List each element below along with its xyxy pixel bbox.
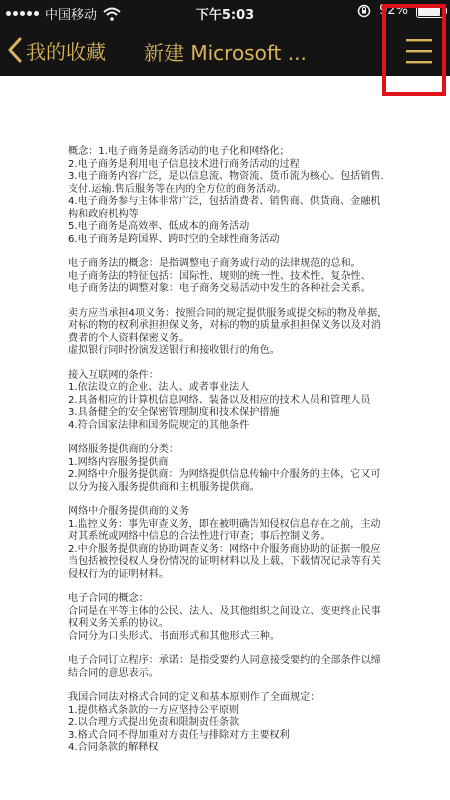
document-line: 3.电子商务内容广泛，是以信息流、物资流、货币流为核心。包括销售.支付.运输.售后服务等在内的全方位的商务活动。 [68,171,384,195]
document-line: 合同是在平等主体的公民、法人、及其他组织之间设立、变更终止民事权利义务关系的协议。 [68,605,381,629]
document-line: 电子合同订立程序：承诺：是指受要约人同意接受要约的全部条件以缔结合同的意思表示。 [68,655,381,679]
document-line: 4.电子商务参与主体非常广泛，包括消费者、销售商、供货商、金融机构和政府机构等 [68,196,381,220]
document-line: 1.提供格式条款的一方应坚持公平原则 [68,704,240,716]
document-line: 2.具备相应的计算机信息网络、装备以及相应的技术人员和管理人员 [68,394,371,406]
orientation-lock-icon [357,4,371,18]
document-line: 电子商务法的特征包括：国际性、规则的统一性、技术性、复杂性、 [68,270,371,282]
document-line: 虚拟银行同时扮演发送银行和接收银行的角色。 [68,345,280,356]
document-line: 2.电子商务是利用电子信息技术进行商务活动的过程 [68,158,300,170]
document-paragraph [68,655,388,680]
document-paragraph [68,593,388,643]
page-title: 新建 Microsoft ... [144,41,307,65]
carrier-label: 中国移动 [45,8,98,23]
document-line: 6.电子商务是跨国界、跨时空的全球性商务活动 [68,233,280,245]
document-content [68,146,388,767]
chevron-left-icon [6,37,24,63]
document-line: 1.依法设立的企业、法人、或者事业法人 [68,382,250,393]
document-line: 我国合同法对格式合同的定义和基本原则作了全面规定： [68,692,321,703]
document-line: 5.电子商务是高效率、低成本的商务活动 [68,221,250,232]
document-line: 合同分为口头形式、书面形式和其他形式三种。 [68,630,280,642]
document-line: 1.监控义务：事先审查义务，即在被明确告知侵权信息存在之前，主动对其系统或网络中信息的合法性进行审查；事后控制义务。 [68,518,381,542]
document-line: 2.网络中介服务提供商：为网络提供信息传输中介服务的主体，它又可以分为接入服务提供商和主机服务提供商。 [68,469,381,493]
document-paragraph [68,370,388,433]
document-line: 网络服务提供商的分类： [68,444,180,455]
document-line: 3.格式合同不得加重对方责任与排除对方主要权利 [68,729,290,741]
document-line: 4.符合国家法律和国务院规定的其他条件 [68,419,250,431]
battery-percent: 92% [379,3,408,18]
document-line: 电子商务法的调整对象：电子商务交易活动中发生的各种社会关系。 [68,283,371,294]
clock: 下午5:03 [195,8,255,23]
document-paragraph [68,692,388,755]
document-line: 电子合同的概念： [68,593,149,604]
document-paragraph [68,444,388,494]
document-paragraph [68,308,388,358]
document-line: 1.网络内容服务提供商 [68,456,169,468]
document-line: 电子商务法的概念：是指调整电子商务或行动的法律规范的总和。 [68,258,361,269]
document-line: 2.以合理方式提出免责和限制责任条款 [68,717,240,728]
back-button[interactable] [6,34,106,66]
document-line: 4.合同条款的解释权 [68,742,159,753]
document-paragraph [68,146,388,246]
document-paragraph [68,258,388,296]
document-line: 3.具备健全的安全保密管理制度和技术保护措施 [68,407,280,418]
document-line: 卖方应当承担4项义务：按照合同的规定提供服务或提交标的物及单据，对标的物的权利承担担保义务，对标的物的质量承担担保义务以及对消费者的个人资料保密义务。 [68,307,388,344]
document-line: 2.中介服务提供商的协助调查义务：网络中介服务商协助的证据一般应当包括被控侵权人身份情况的证明材料以及上载、下载情况记录等有关侵权行为的证明材料。 [68,543,381,580]
back-label: 我的收藏 [26,39,106,64]
highlight-box [382,4,446,96]
document-line: 网络中介服务提供商的义务 [68,506,190,517]
document-paragraph [68,506,388,581]
document-line: 概念：1.电子商务是商务活动的电子化和网络化； [68,146,290,157]
document-line: 接入互联网的条件： [68,369,159,381]
